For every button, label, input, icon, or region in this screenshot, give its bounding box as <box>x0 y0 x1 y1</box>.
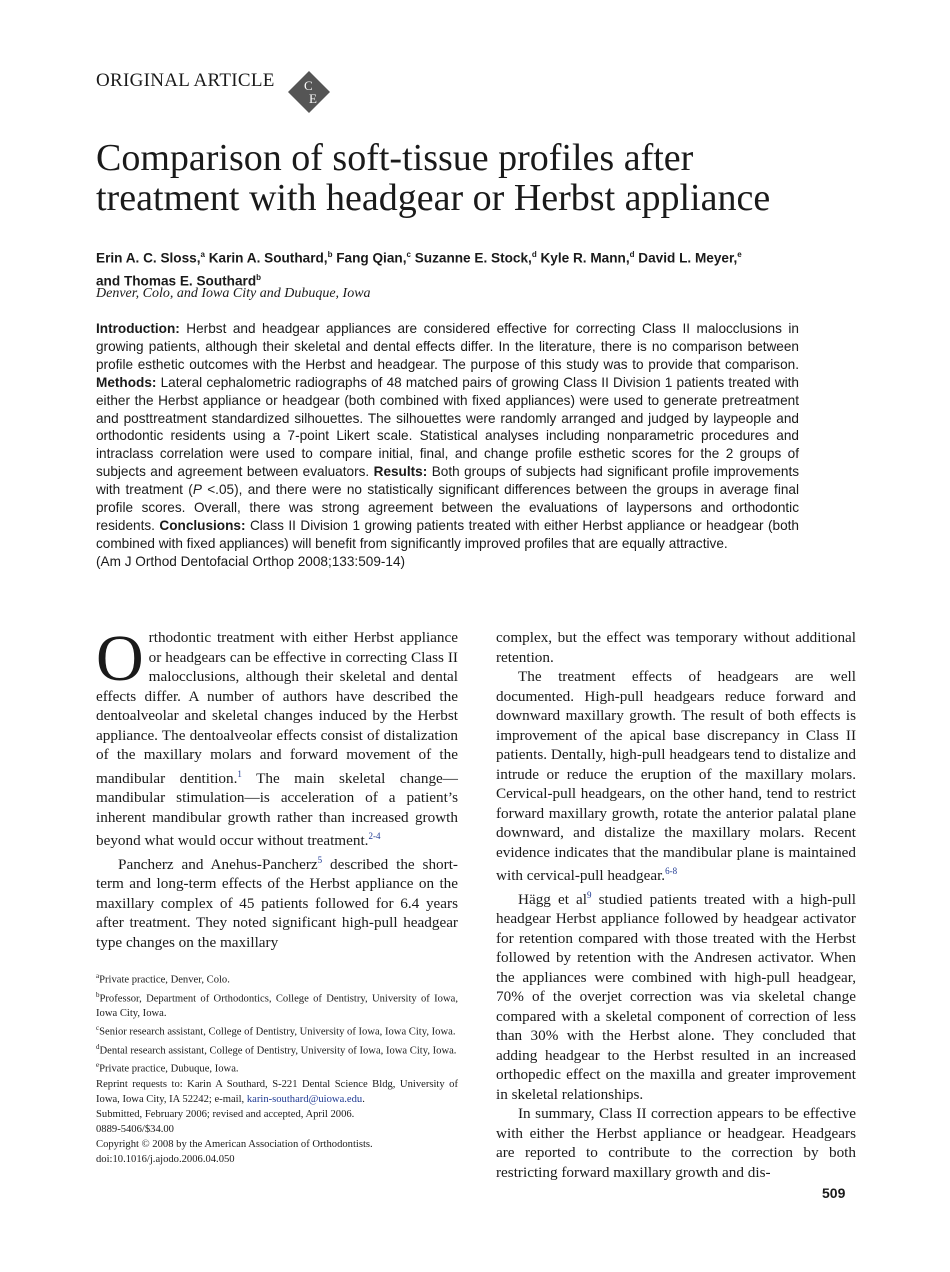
author-affiliation: b <box>256 272 262 282</box>
drop-cap: O <box>96 622 144 695</box>
author-name: Kyle R. Mann, <box>540 250 630 266</box>
issn: 0889-5406/$34.00 <box>96 1123 174 1135</box>
author-affiliation: c <box>406 250 411 259</box>
author-name: Fang Qian, <box>336 250 407 266</box>
abstract-methods-label: Methods: <box>96 374 157 390</box>
abstract-results-text: Both groups of subjects had significant profile improvements with treatment ( <box>96 464 800 498</box>
author-affiliation: d <box>629 250 635 259</box>
author-affiliation: d <box>531 250 537 259</box>
citation-link[interactable]: 1 <box>237 768 242 779</box>
doi[interactable]: doi:10.1016/j.ajodo.2006.04.050 <box>96 1153 235 1165</box>
title-line-2: treatment with headgear or Herbst appliance <box>96 177 771 219</box>
abstract-citation: (Am J Orthod Dentofacial Orthop 2008;133:509-14) <box>96 553 406 569</box>
citation-link[interactable]: 6-8 <box>665 866 678 876</box>
badge-letter-c: C <box>304 78 313 93</box>
copyright: Copyright © 2008 by the American Association of Orthodontists. <box>96 1138 373 1150</box>
citation-link[interactable]: 9 <box>587 889 592 900</box>
reprint-request: Reprint requests to: Karin A Southard, S-221 Dental Science Bldg, University of Iowa, Iowa City, IA 52242; e-mail, karin-southard@uiowa.edu. <box>96 1078 458 1105</box>
citation-link[interactable]: 5 <box>317 854 323 865</box>
footnote: $^c$Senior research assistant, College of Dentistry, University of Iowa, Iowa City, Iowa. <box>96 1024 456 1038</box>
email-link[interactable]: karin-southard@uiowa.edu <box>246 1093 363 1105</box>
submission-dates: Submitted, February 2006; revised and accepted, April 2006. <box>96 1108 355 1120</box>
author-affiliation: e <box>737 250 742 259</box>
footnote: $^a$Private practice, Denver, Colo. <box>96 972 230 986</box>
abstract-results-label: Results: <box>373 464 428 480</box>
abstract-intro-text: Herbst and headgear appliances are considered effective for correcting Class II malocclusions in growing patients, although their skeletal and dental effects differ. In the literature, there is no comparison between profile esthetic outcomes with the Herbst and headgear. The purpose of this study was to provide that comparison. <box>96 321 799 372</box>
page-number: 509 <box>822 1185 846 1201</box>
body-paragraph: Hägg et al$^9$ studied patients treated with a high-pull headgear Herbst appliance followed by headgear activator for retention compared with those treated with the Herbst followed by retention with the Andresen activator. When the appliances were combined with high-pull headgear, 70% of the overjet correction was via skeletal change compared with a skeletal component of correction of less than 30% with the Herbst alone. They concluded that adding headgear to the Herbst resulted in an increased orthopedic effect on the maxilla and greater improvement in skeletal relationships. <box>496 889 856 1103</box>
abstract-p-symbol: P <box>192 482 202 498</box>
title-line-1: Comparison of soft-tissue profiles after <box>96 137 694 179</box>
body-paragraph: The treatment effects of headgears are well documented. High-pull headgears reduce forward and downward maxillary growth. The result of both effects is improvement of the apical base discrepancy in Class II patients. Dentally, high-pull headgears tend to distalize and intrude or reduce the eruption of the maxillary molars. Cervical-pull headgears, on the other hand, tend to restrict forward maxillary growth, rotate the anterior palatal plane downward, and distalize the maxillary molars. Recent evidence indicates that the mandibular plane is maintained with cervical-pull headgear.$^{6-8}$ <box>496 668 856 885</box>
footnote: $^e$Private practice, Dubuque, Iowa. <box>96 1061 239 1075</box>
body-column-right <box>496 628 856 1182</box>
author-list <box>96 245 856 290</box>
body-paragraph: complex, but the effect was temporary without additional retention. <box>496 629 856 666</box>
author-name: Suzanne E. Stock, <box>414 250 532 266</box>
abstract-methods-text: Lateral cephalometric radiographs of 48 matched pairs of growing Class II Division 1 patients treated with either the Herbst appliance or headgear (both combined with fixed appliances) were used to generate pretreatment and posttreatment standardized silhouettes. The silhouettes were randomly arranged and judged by laypeople and orthodontic residents using a 7-point Likert scale. Statistical analyses including nonparametric procedures and intraclass correlation were used to compare initial, final, and change profile esthetic scores for the 2 groups of subjects and agreement between evaluators. <box>96 374 799 480</box>
article-title <box>96 138 876 218</box>
body-paragraph: In summary, Class II correction appears to be effective with either the Herbst appliance or headgear. Headgears are reported to contribute to the correction by both restricting forward maxillary growth and dis- <box>496 1105 856 1181</box>
abstract-conclusions-label: Conclusions: <box>159 517 246 533</box>
author-locations: Denver, Colo, and Iowa City and Dubuque, Iowa <box>96 286 371 301</box>
footnotes <box>96 969 458 1167</box>
author-name: Karin A. Southard, <box>208 250 328 266</box>
abstract-results-text: <.05), and there were no statistically significant differences between the groups in average final profile scores. Overall, there was strong agreement between the evaluations of laypersons and orthodontic residents. <box>96 482 799 533</box>
abstract-conclusions-text: Class II Division 1 growing patients treated with either Herbst appliance or headgear (both combined with fixed appliances) will benefit from significantly improved profiles that are equally attractive. <box>96 517 799 551</box>
footnote: $^b$Professor, Department of Orthodontics, College of Dentistry, University of Iowa, Iowa City, Iowa. <box>96 990 458 1020</box>
abstract <box>96 320 799 571</box>
author-name: Erin A. C. Sloss, <box>96 250 201 266</box>
footnote: $^d$Dental research assistant, College of Dentistry, University of Iowa, Iowa City, Iowa. <box>96 1042 457 1057</box>
author-affiliation: b <box>327 250 333 259</box>
body-paragraph: Pancherz and Anehus-Pancherz$^5$ described the short-term and long-term effects of the Herbst appliance on the maxillary complex of 45 patients followed for 6.4 years after treatment. They noted significant high-pull headgear type changes on the maxillary <box>96 854 458 951</box>
abstract-intro-label: Introduction: <box>96 321 180 336</box>
citation-link[interactable]: 2-4 <box>368 831 381 842</box>
author-affiliation: a <box>200 250 205 259</box>
continuing-education-badge <box>287 70 331 114</box>
body-column-left <box>96 622 458 952</box>
body-paragraph: Orthodontic treatment with either Herbst appliance or headgears can be effective in correcting Class II malocclusions, although their skeletal and dental effects differ. A number of authors have described the dentoalveolar and skeletal changes induced by the Herbst appliance. The dentoalveolar effects consist of distalization of the maxillary molars and forward movement of the mandibular dentition.$^1$ The main skeletal change—mandibular stimulation—is acceleration of a patient’s inherent mandibular growth rather than increased growth beyond what would occur without treatment.$^{2-4}$ <box>96 622 458 850</box>
badge-letter-e: E <box>309 91 317 106</box>
author-name: David L. Meyer, <box>638 250 738 266</box>
author-name: and Thomas E. Southard <box>96 273 257 289</box>
section-label: ORIGINAL ARTICLE <box>96 70 275 91</box>
